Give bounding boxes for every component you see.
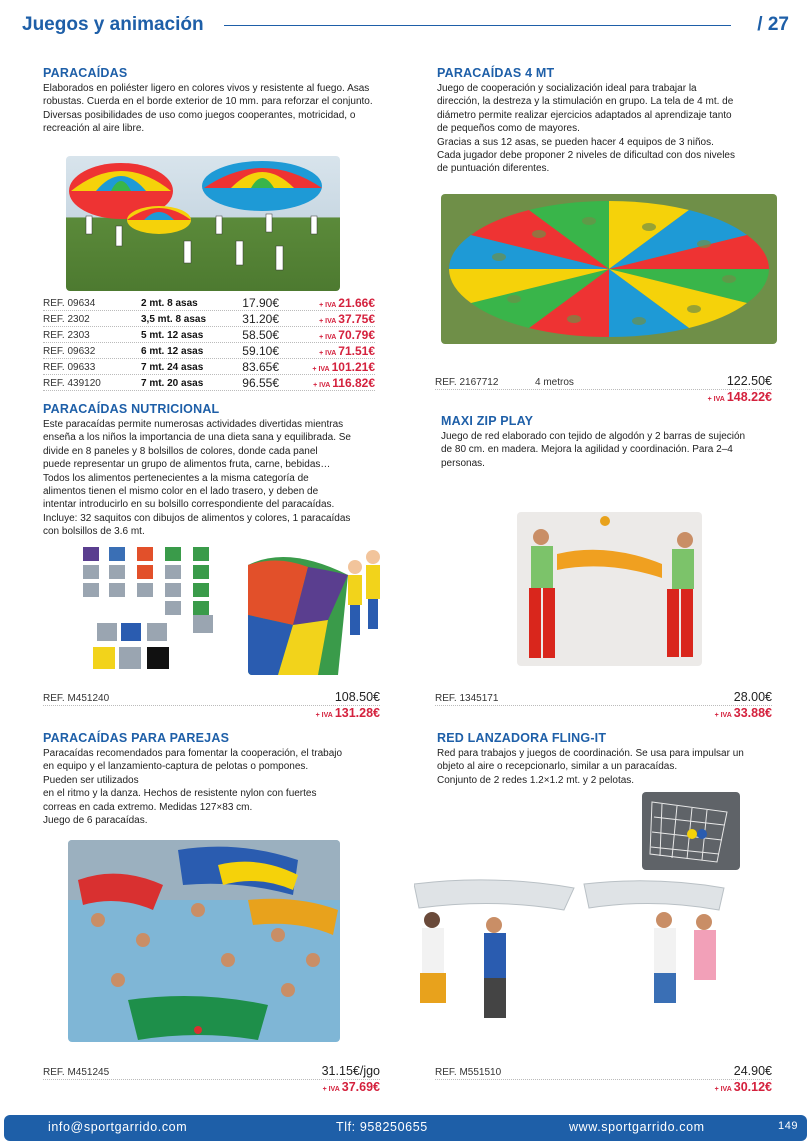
price-maxi-zip-play [435,688,772,724]
table-row [43,359,375,375]
product-title: RED LANZADORA FLING-IT [437,731,607,745]
parachute-field-photo [66,156,340,291]
table-row [43,688,380,706]
product-maxi-zip-play [441,414,786,470]
ref-price: 58.50€ [242,328,279,342]
iva-value: 37.75€ [338,312,375,326]
description-line: Juego de 6 paracaídas. [43,815,148,827]
product-title: PARACAÍDAS PARA PAREJAS [43,731,230,745]
ref-code: REF. 09633 [43,362,96,373]
ref-price: 96.55€ [242,376,279,390]
description-line: en el ritmo y la danza. Hechos de resistente nylon con fuertes [43,788,317,800]
footer-email[interactable]: info@sportgarrido.com [48,1120,188,1134]
ref-iva [319,344,375,358]
ref-desc: 7 mt. 24 asas [141,362,204,373]
product-title: PARACAÍDAS 4 MT [437,66,555,80]
ref-iva [319,312,375,326]
description-line: puede representar un grupo de alimentos fruta, carne, bebidas… [43,459,331,471]
table-row [435,1062,772,1080]
ref-desc: 5 mt. 12 asas [141,330,204,341]
description-line: Pueden ser utilizados [43,774,139,786]
ref-price: 28.00€ [733,690,772,704]
ref-code: REF. 09634 [43,298,96,309]
description-line: Red para trabajos y juegos de coordinación. Se usa para impulsar un [437,748,744,759]
nutrition-parachute-photo [248,545,416,675]
ref-desc: 7 mt. 20 asas [141,378,204,389]
ref-iva [43,706,380,724]
footer-phone[interactable]: Tlf: 958250655 [336,1120,428,1134]
ref-iva [319,328,375,342]
description-line: Paracaídas recomendados para fomentar la cooperación, el trabajo [43,748,343,759]
ref-price: 59.10€ [242,344,279,358]
iva-tag: + IVA [714,1086,732,1093]
description-line: en equipo y el lanzamiento-captura de pelotas o pompones. [43,761,309,773]
ref-price: 17.90€ [242,296,279,310]
ref-iva [312,360,375,374]
food-beanbags-photo [73,545,233,675]
description-line: diámetro permite realizar ejercicios adaptados al aprendizaje tanto [437,109,732,121]
iva-value: 131.28€ [334,706,380,720]
price-fling-it [435,1062,772,1098]
page-footer [4,1115,807,1141]
iva-value: 21.66€ [338,296,375,310]
footer-website[interactable]: www.sportgarrido.com [569,1120,705,1134]
iva-value: 37.69€ [341,1080,380,1094]
ref-iva [435,1080,772,1098]
table-row [43,1062,380,1080]
description-line: de 80 cm. en madera. Mejora la agilidad y coordinación. Para 2–4 [441,444,733,456]
iva-tag: + IVA [319,350,337,357]
iva-value: 33.88€ [733,706,772,720]
description-line: personas. [441,457,485,469]
ref-price: 24.90€ [733,1064,772,1078]
price-paracaidas-nutricional [43,688,380,724]
ref-code: REF. 09632 [43,346,96,357]
product-description [43,747,388,827]
iva-tag: + IVA [319,302,337,309]
iva-tag: + IVA [313,382,331,389]
product-description [43,418,388,539]
price-table-paracaidas [43,295,375,391]
footer-page-number: 149 [778,1120,799,1132]
description-line: Incluye: 32 saquitos con dibujos de alimentos y colores, 1 paracaídas [43,512,351,524]
product-title: PARACAÍDAS NUTRICIONAL [43,402,220,416]
description-line: con bolsillos de 3.6 mt. [43,526,145,538]
ref-iva [435,706,772,724]
section-title: Juegos y animación [22,14,204,35]
parachute-4mt-photo [441,194,777,344]
page-number: / 27 [757,14,789,35]
iva-value: 30.12€ [733,1080,772,1094]
iva-value: 116.82€ [332,376,375,390]
ref-iva [435,390,772,408]
description-line: Juego de red elaborado con tejido de algodón y 2 barras de sujeción [441,431,746,442]
ref-price: 108.50€ [334,690,380,704]
fling-it-kids-photo [414,870,728,1030]
page-header [0,0,811,52]
ref-code: REF. 439120 [43,378,101,389]
ref-price: 31.15€/jgo [321,1064,380,1078]
description-line: dirección, la destreza y la stimulación en grupo. La tela de 4 mt. de [437,96,734,108]
product-title: PARACAÍDAS [43,66,128,80]
description-line: Cada jugador debe proponer 2 niveles de dificultad con dos niveles [437,150,735,162]
product-paracaidas-4mt [437,66,782,176]
product-paracaidas [43,66,388,136]
description-line: de puntuación diferentes. [437,163,550,175]
iva-tag: + IVA [319,318,337,325]
ref-price: 31.20€ [242,312,279,326]
ref-iva [43,1080,380,1098]
partner-parachutes-photo [68,840,340,1042]
ref-code: REF. 2302 [43,314,90,325]
maxi-zip-play-photo [517,512,702,666]
ref-desc: 3,5 mt. 8 asas [141,314,207,325]
description-line: objeto al aire o recepcionarlo, similar a un paracaídas. [437,761,678,773]
product-description [437,82,782,176]
header-divider [224,25,731,26]
description-line: divide en 8 paneles y 8 bolsillos de colores, donde cada panel [43,445,318,457]
product-title: MAXI ZIP PLAY [441,414,534,428]
ref-code: REF. M551510 [435,1067,502,1078]
ref-code: REF. M451240 [43,693,110,704]
product-description: Elaborados en poliéster ligero en colores vivos y resistente al fuego. Asas robustas. Cuerda en el borde exterior de 10 mm. para reforzar el conjunto. Diversas posibilidades de uso como juegos cooperantes, motricidad, o recreación al aire libre. [43,83,373,135]
price-paracaidas-parejas [43,1062,380,1098]
ref-code: REF. 2167712 [435,377,499,388]
table-row [43,311,375,327]
ref-desc: 4 metros [535,377,574,388]
table-row [435,688,772,706]
description-line: alimentos tienen el mismo color en el lado trasero, y deben de [43,486,319,498]
description-line: Todos los alimentos pertenecientes a la misma categoría de [43,472,309,484]
ref-desc: 6 mt. 12 asas [141,346,204,357]
description-line: correas en cada extremo. Medidas 127×83 cm. [43,801,253,813]
iva-value: 70.79€ [338,328,375,342]
description-line: intentar introducirlo en su bolsillo correspondiente del paracaídas. [43,499,335,511]
description-line: Este paracaídas permite numerosas actividades divertidas mientras [43,419,344,430]
table-row [43,295,375,311]
product-paracaidas-parejas [43,731,388,827]
table-row [435,372,772,390]
iva-tag: + IVA [312,366,330,373]
description-line: Juego de cooperación y socialización ideal para trabajar la [437,83,697,94]
ref-iva [313,376,375,390]
product-fling-it [437,731,782,787]
ref-code: REF. 1345171 [435,693,499,704]
ref-code: REF. M451245 [43,1067,110,1078]
iva-tag: + IVA [707,396,725,403]
description-line: de pequeños como de mayores. [437,123,580,135]
iva-tag: + IVA [315,712,333,719]
ref-price: 122.50€ [726,374,772,388]
iva-value: 101.21€ [331,360,375,374]
iva-tag: + IVA [714,712,732,719]
table-row [43,327,375,343]
product-description [437,747,782,787]
ref-iva [319,296,375,310]
ref-code: REF. 2303 [43,330,90,341]
ref-desc: 2 mt. 8 asas [141,298,198,309]
ref-price: 83.65€ [242,360,279,374]
table-row [43,375,375,391]
table-row [43,343,375,359]
description-line: Conjunto de 2 redes 1.2×1.2 mt. y 2 pelotas. [437,774,635,786]
description-line: Gracias a sus 12 asas, se pueden hacer 4 equipos de 3 niños. [437,136,714,148]
product-description [441,430,786,470]
iva-value: 148.22€ [726,390,772,404]
iva-value: 71.51€ [338,344,375,358]
product-paracaidas-nutricional [43,402,388,539]
description-line: enseña a los niños la importancia de una dieta sana y equilibrada. Se [43,432,351,444]
price-paracaidas-4mt [435,372,772,408]
iva-tag: + IVA [322,1086,340,1093]
iva-tag: + IVA [319,334,337,341]
fling-it-net-photo [642,792,740,870]
